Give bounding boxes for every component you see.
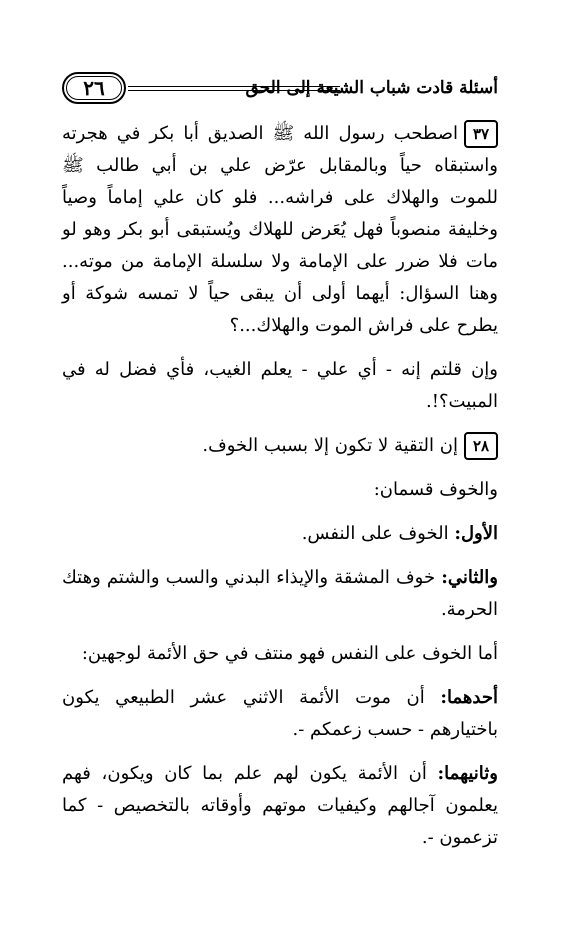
text-line: السؤال: أيهما أولى أن يبقى حياً لا تمسه شوكة أو يطرح على xyxy=(62,283,498,336)
question-37 xyxy=(62,118,498,342)
text-line: وإن قلتم إنه - أي علي - يعلم الغيب، فأي فضل له في xyxy=(62,359,498,380)
self-fear xyxy=(62,638,498,670)
term-label: والثاني: xyxy=(441,567,498,588)
term-label: وثانيهما: xyxy=(437,763,498,784)
text-line: اصطحب رسول الله ﷺ الصديق أبا بكر في هجرته xyxy=(62,123,458,144)
text-line: تزعمون -. xyxy=(421,827,498,848)
question-number-badge: ٢٨ xyxy=(464,432,498,460)
term-label: الأول: xyxy=(454,523,498,544)
text-line: يعلمون آجالهم وكيفيات موتهم وأوقاته بالتخصيص - كما xyxy=(62,795,498,816)
text-line: الخوف على النفس. xyxy=(301,523,455,544)
text-line: باختيارهم - حسب زعمكم -. xyxy=(292,719,498,740)
fear-intro xyxy=(62,474,498,506)
fear-first xyxy=(62,518,498,550)
text-line: أن موت الأئمة الاثني عشر الطبيعي يكون xyxy=(62,687,441,708)
text-line: أما الخوف على النفس فهو منتف في حق الأئمة لوجهين: xyxy=(81,643,498,664)
question-37-followup xyxy=(62,354,498,418)
text-line: ضرر على الإمامة ولا سلسلة الإمامة من موته... وهنا xyxy=(62,251,498,304)
text-line: منصوباً فهل يُعَرض للهلاك ويُستبقى أبو بكر وهو لو مات فلا xyxy=(62,219,498,272)
page-header xyxy=(62,72,498,106)
text-line: خوف المشقة والإيذاء البدني والسب والشتم xyxy=(106,567,442,588)
reason-two xyxy=(62,758,498,854)
text-line: واستبقاه حياً وبالمقابل عرّض علي بن أبي طالب ﷺ للموت xyxy=(62,155,498,208)
text-line: المبيت؟!. xyxy=(426,391,498,412)
page-number: ٢٦ xyxy=(62,72,126,104)
running-title: أسئلة قادت شباب الشيعة إلى الحق xyxy=(245,78,498,98)
text-line: إن التقية لا تكون إلا بسبب الخوف. xyxy=(202,435,458,456)
question-number-badge: ٣٧ xyxy=(464,120,498,148)
term-label: أحدهما: xyxy=(440,687,498,708)
question-38 xyxy=(62,430,498,462)
text-line: والهلاك على فراشه... فلو كان علي إماماً وصياً وخليفة xyxy=(62,187,498,240)
reason-one xyxy=(62,682,498,746)
fear-second xyxy=(62,562,498,626)
page-body xyxy=(62,118,498,854)
text-line: فراش الموت والهلاك...؟ xyxy=(229,315,414,336)
text-line: والخوف قسمان: xyxy=(373,479,498,500)
text-line: أن الأئمة يكون لهم علم بما كان ويكون، فهم xyxy=(62,763,438,784)
text-line: وهتك الحرمة. xyxy=(62,567,498,620)
